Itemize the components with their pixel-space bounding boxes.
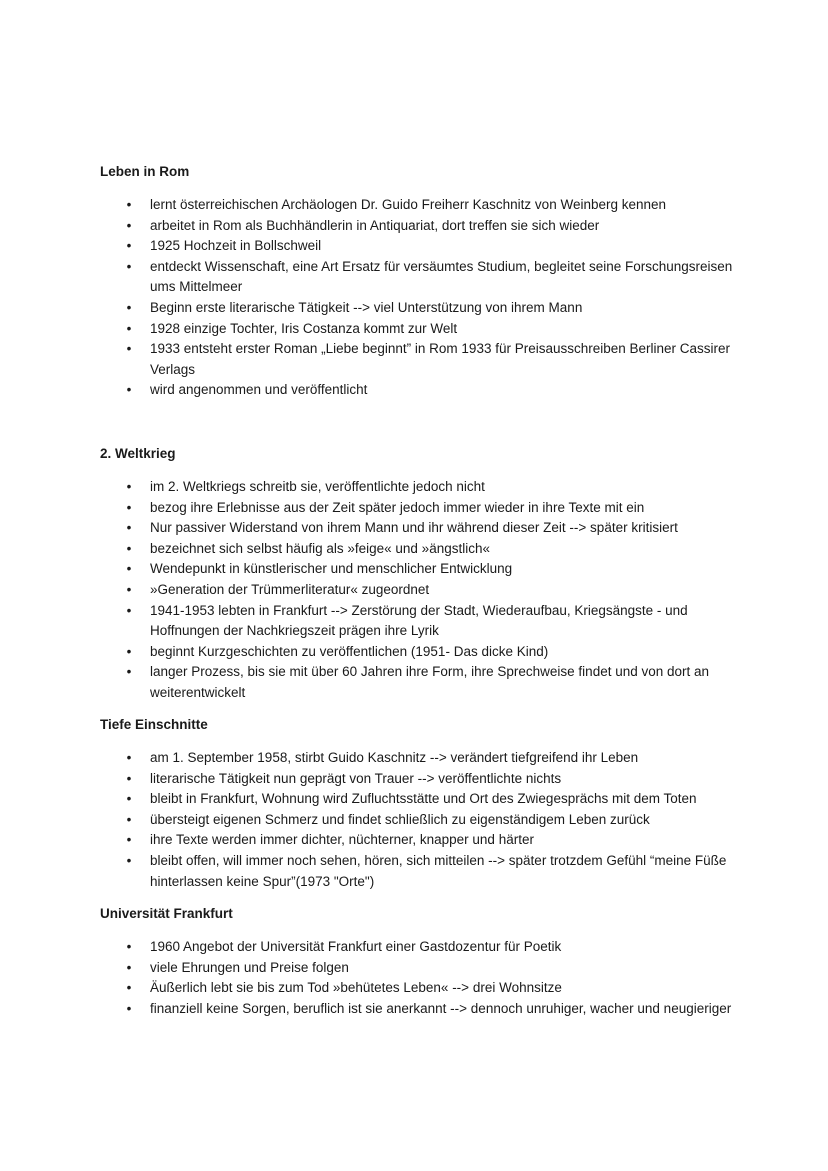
list-item-text: »Generation der Trümmerliteratur« zugeordnet bbox=[150, 581, 430, 597]
list-item-text: bleibt in Frankfurt, Wohnung wird Zufluchtsstätte und Ort des Zwiegesprächs mit dem Toten bbox=[150, 791, 697, 807]
list-item-text: beginnt Kurzgeschichten zu veröffentlichen (1951- Das dicke Kind) bbox=[150, 643, 549, 659]
bullet-icon: • bbox=[126, 643, 132, 659]
bullet-icon: • bbox=[126, 320, 132, 336]
bullet-icon: • bbox=[126, 980, 132, 996]
section-universitaet-frankfurt bbox=[100, 904, 740, 1019]
list-item bbox=[100, 216, 740, 237]
bullet-icon: • bbox=[126, 770, 132, 786]
section-heading: Leben in Rom bbox=[100, 164, 190, 179]
section-leben-in-rom bbox=[100, 162, 740, 401]
list-item-text: literarische Tätigkeit nun geprägt von Trauer --> veröffentlichte nichts bbox=[150, 770, 562, 786]
list-item bbox=[100, 236, 740, 257]
bullet-icon: • bbox=[126, 258, 132, 274]
list-item bbox=[100, 642, 740, 663]
list-item bbox=[100, 789, 740, 810]
list-item bbox=[100, 999, 740, 1020]
list-item bbox=[100, 380, 740, 401]
list-item bbox=[100, 601, 740, 642]
section-heading: Universität Frankfurt bbox=[100, 906, 233, 921]
section-heading: Tiefe Einschnitte bbox=[100, 717, 208, 732]
list-item bbox=[100, 769, 740, 790]
bullet-icon: • bbox=[126, 1000, 132, 1016]
bullet-icon: • bbox=[126, 602, 132, 618]
list-item-text: ihre Texte werden immer dichter, nüchterner, knapper und härter bbox=[150, 832, 534, 848]
list-item-text: 1928 einzige Tochter, Iris Costanza kommt zur Welt bbox=[150, 320, 458, 336]
bullet-icon: • bbox=[126, 664, 132, 680]
bullet-icon: • bbox=[126, 341, 132, 357]
list-item-text: lernt österreichischen Archäologen Dr. Guido Freiherr Kaschnitz von Weinberg kennen bbox=[150, 197, 667, 212]
list-item-text: bezeichnet sich selbst häufig als »feige« und »ängstlich« bbox=[150, 540, 490, 556]
bullet-icon: • bbox=[126, 197, 132, 212]
list-item-text: 1933 entsteht erster Roman „Liebe beginnt” in Rom 1933 für Preisausschreiben Berliner Cassirer Verlags bbox=[150, 341, 731, 377]
bullet-icon: • bbox=[126, 238, 132, 254]
list-item-text: bezog ihre Erlebnisse aus der Zeit später jedoch immer wieder in ihre Texte mit ein bbox=[150, 499, 645, 515]
bullet-list bbox=[100, 477, 740, 704]
list-item bbox=[100, 339, 740, 380]
list-item-text: Nur passiver Widerstand von ihrem Mann und ihr während dieser Zeit --> später kritisiert bbox=[150, 520, 678, 536]
list-item-text: übersteigt eigenen Schmerz und findet schließlich zu eigenständigem Leben zurück bbox=[150, 811, 650, 827]
bullet-icon: • bbox=[126, 750, 132, 765]
list-item-text: viele Ehrungen und Preise folgen bbox=[150, 959, 349, 975]
bullet-icon: • bbox=[126, 561, 132, 577]
list-item bbox=[100, 580, 740, 601]
bullet-icon: • bbox=[126, 581, 132, 597]
list-item bbox=[100, 559, 740, 580]
list-item bbox=[100, 477, 740, 498]
list-item-text: wird angenommen und veröffentlicht bbox=[150, 382, 368, 398]
bullet-icon: • bbox=[126, 811, 132, 827]
list-item-text: finanziell keine Sorgen, beruflich ist sie anerkannt --> dennoch unruhiger, wacher und neugieriger bbox=[150, 1000, 732, 1016]
list-item bbox=[100, 662, 740, 703]
list-item bbox=[100, 748, 740, 769]
list-item bbox=[100, 958, 740, 979]
bullet-icon: • bbox=[126, 832, 132, 848]
list-item-text: arbeitet in Rom als Buchhändlerin in Antiquariat, dort treffen sie sich wieder bbox=[150, 217, 600, 233]
list-item bbox=[100, 257, 740, 298]
bullet-icon: • bbox=[126, 299, 132, 315]
list-item bbox=[100, 851, 740, 892]
list-item-text: 1941-1953 lebten in Frankfurt --> Zerstörung der Stadt, Wiederaufbau, Kriegsängste - und Hoffnungen der Nachkriegszeit prägen ihre Lyrik bbox=[150, 602, 688, 639]
list-item-text: 1960 Angebot der Universität Frankfurt einer Gastdozentur für Poetik bbox=[150, 939, 562, 954]
bullet-icon: • bbox=[126, 520, 132, 536]
list-item bbox=[100, 978, 740, 999]
list-item bbox=[100, 195, 740, 216]
list-item-text: am 1. September 1958, stirbt Guido Kaschnitz --> verändert tiefgreifend ihr Leben bbox=[150, 750, 639, 765]
list-item-text: entdeckt Wissenschaft, eine Art Ersatz für versäumtes Studium, begleitet seine Forschungsreisen ums Mittelmeer bbox=[150, 258, 733, 295]
list-item bbox=[100, 298, 740, 319]
bullet-icon: • bbox=[126, 852, 132, 868]
list-item-text: bleibt offen, will immer noch sehen, hören, sich mitteilen --> später trotzdem Gefühl “meine Füße hinterlassen keine Spur”(1973 "Orte") bbox=[150, 852, 727, 889]
list-item bbox=[100, 319, 740, 340]
bullet-icon: • bbox=[126, 217, 132, 233]
bullet-icon: • bbox=[126, 382, 132, 398]
bullet-icon: • bbox=[126, 939, 132, 954]
section-tiefe-einschnitte bbox=[100, 715, 740, 892]
list-item-text: langer Prozess, bis sie mit über 60 Jahren ihre Form, ihre Sprechweise findet und von dort an weiterentwickelt bbox=[150, 664, 710, 700]
list-item bbox=[100, 539, 740, 560]
list-item-text: Äußerlich lebt sie bis zum Tod »behütetes Leben« --> drei Wohnsitze bbox=[150, 980, 562, 996]
bullet-list bbox=[100, 748, 740, 892]
bullet-icon: • bbox=[126, 540, 132, 556]
list-item bbox=[100, 830, 740, 851]
list-item bbox=[100, 937, 740, 958]
list-item bbox=[100, 518, 740, 539]
bullet-icon: • bbox=[126, 959, 132, 975]
bullet-icon: • bbox=[126, 479, 132, 494]
list-item-text: Beginn erste literarische Tätigkeit --> viel Unterstützung von ihrem Mann bbox=[150, 299, 583, 315]
list-item-text: im 2. Weltkriegs schreitb sie, veröffentlichte jedoch nicht bbox=[150, 479, 485, 494]
bullet-icon: • bbox=[126, 791, 132, 807]
list-item bbox=[100, 810, 740, 831]
list-item-text: Wendepunkt in künstlerischer und menschlicher Entwicklung bbox=[150, 561, 513, 577]
bullet-list bbox=[100, 195, 740, 401]
bullet-icon: • bbox=[126, 499, 132, 515]
list-item bbox=[100, 498, 740, 519]
list-item-text: 1925 Hochzeit in Bollschweil bbox=[150, 238, 322, 254]
bullet-list bbox=[100, 937, 740, 1019]
section-weltkrieg bbox=[100, 444, 740, 704]
section-heading: 2. Weltkrieg bbox=[100, 446, 176, 461]
